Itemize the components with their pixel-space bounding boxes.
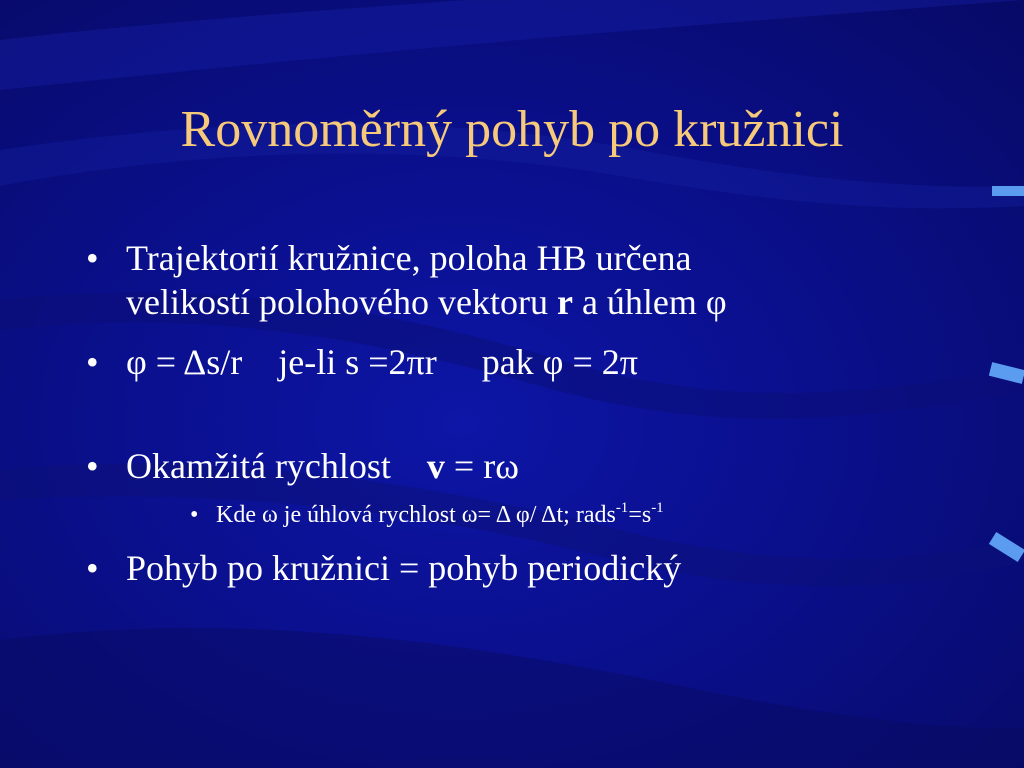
item-text: a úhlem φ [572,282,727,322]
slide-body [86,236,986,590]
bullet: • [86,238,99,278]
slide-title: Rovnoměrný pohyb po kružnici [180,101,844,158]
superscript: -1 [651,500,664,516]
formula-part: φ = Δs/r [126,342,243,382]
bullet: • [86,342,99,382]
bullet: • [86,446,99,486]
formula-part: pak φ = 2π [481,342,638,382]
superscript: -1 [615,500,629,516]
list-item [86,340,986,384]
bullet: • [86,548,99,588]
list-item [86,546,986,590]
item-bold: r [556,282,573,322]
sub-text: =s [628,502,652,528]
item-line [126,280,986,324]
sub-text: Kde ω je úhlová rychlost ω= Δ φ/ Δt; rads [216,502,616,528]
formula-part: je-li s =2πr [278,342,437,382]
item-text: velikostí polohového vektoru [126,282,557,322]
item-text: Okamžitá rychlost [126,446,391,486]
bullet: • [190,502,199,528]
item-bold: v [426,446,445,486]
sub-list-item [86,500,986,530]
list-item [86,236,986,324]
edge-accent [992,186,1024,196]
list-item [86,444,986,488]
item-text: Pohyb po kružnici = pohyb periodický [126,548,682,588]
item-line: Trajektorií kružnice, poloha HB určena [126,238,692,278]
item-text: = rω [444,446,519,486]
